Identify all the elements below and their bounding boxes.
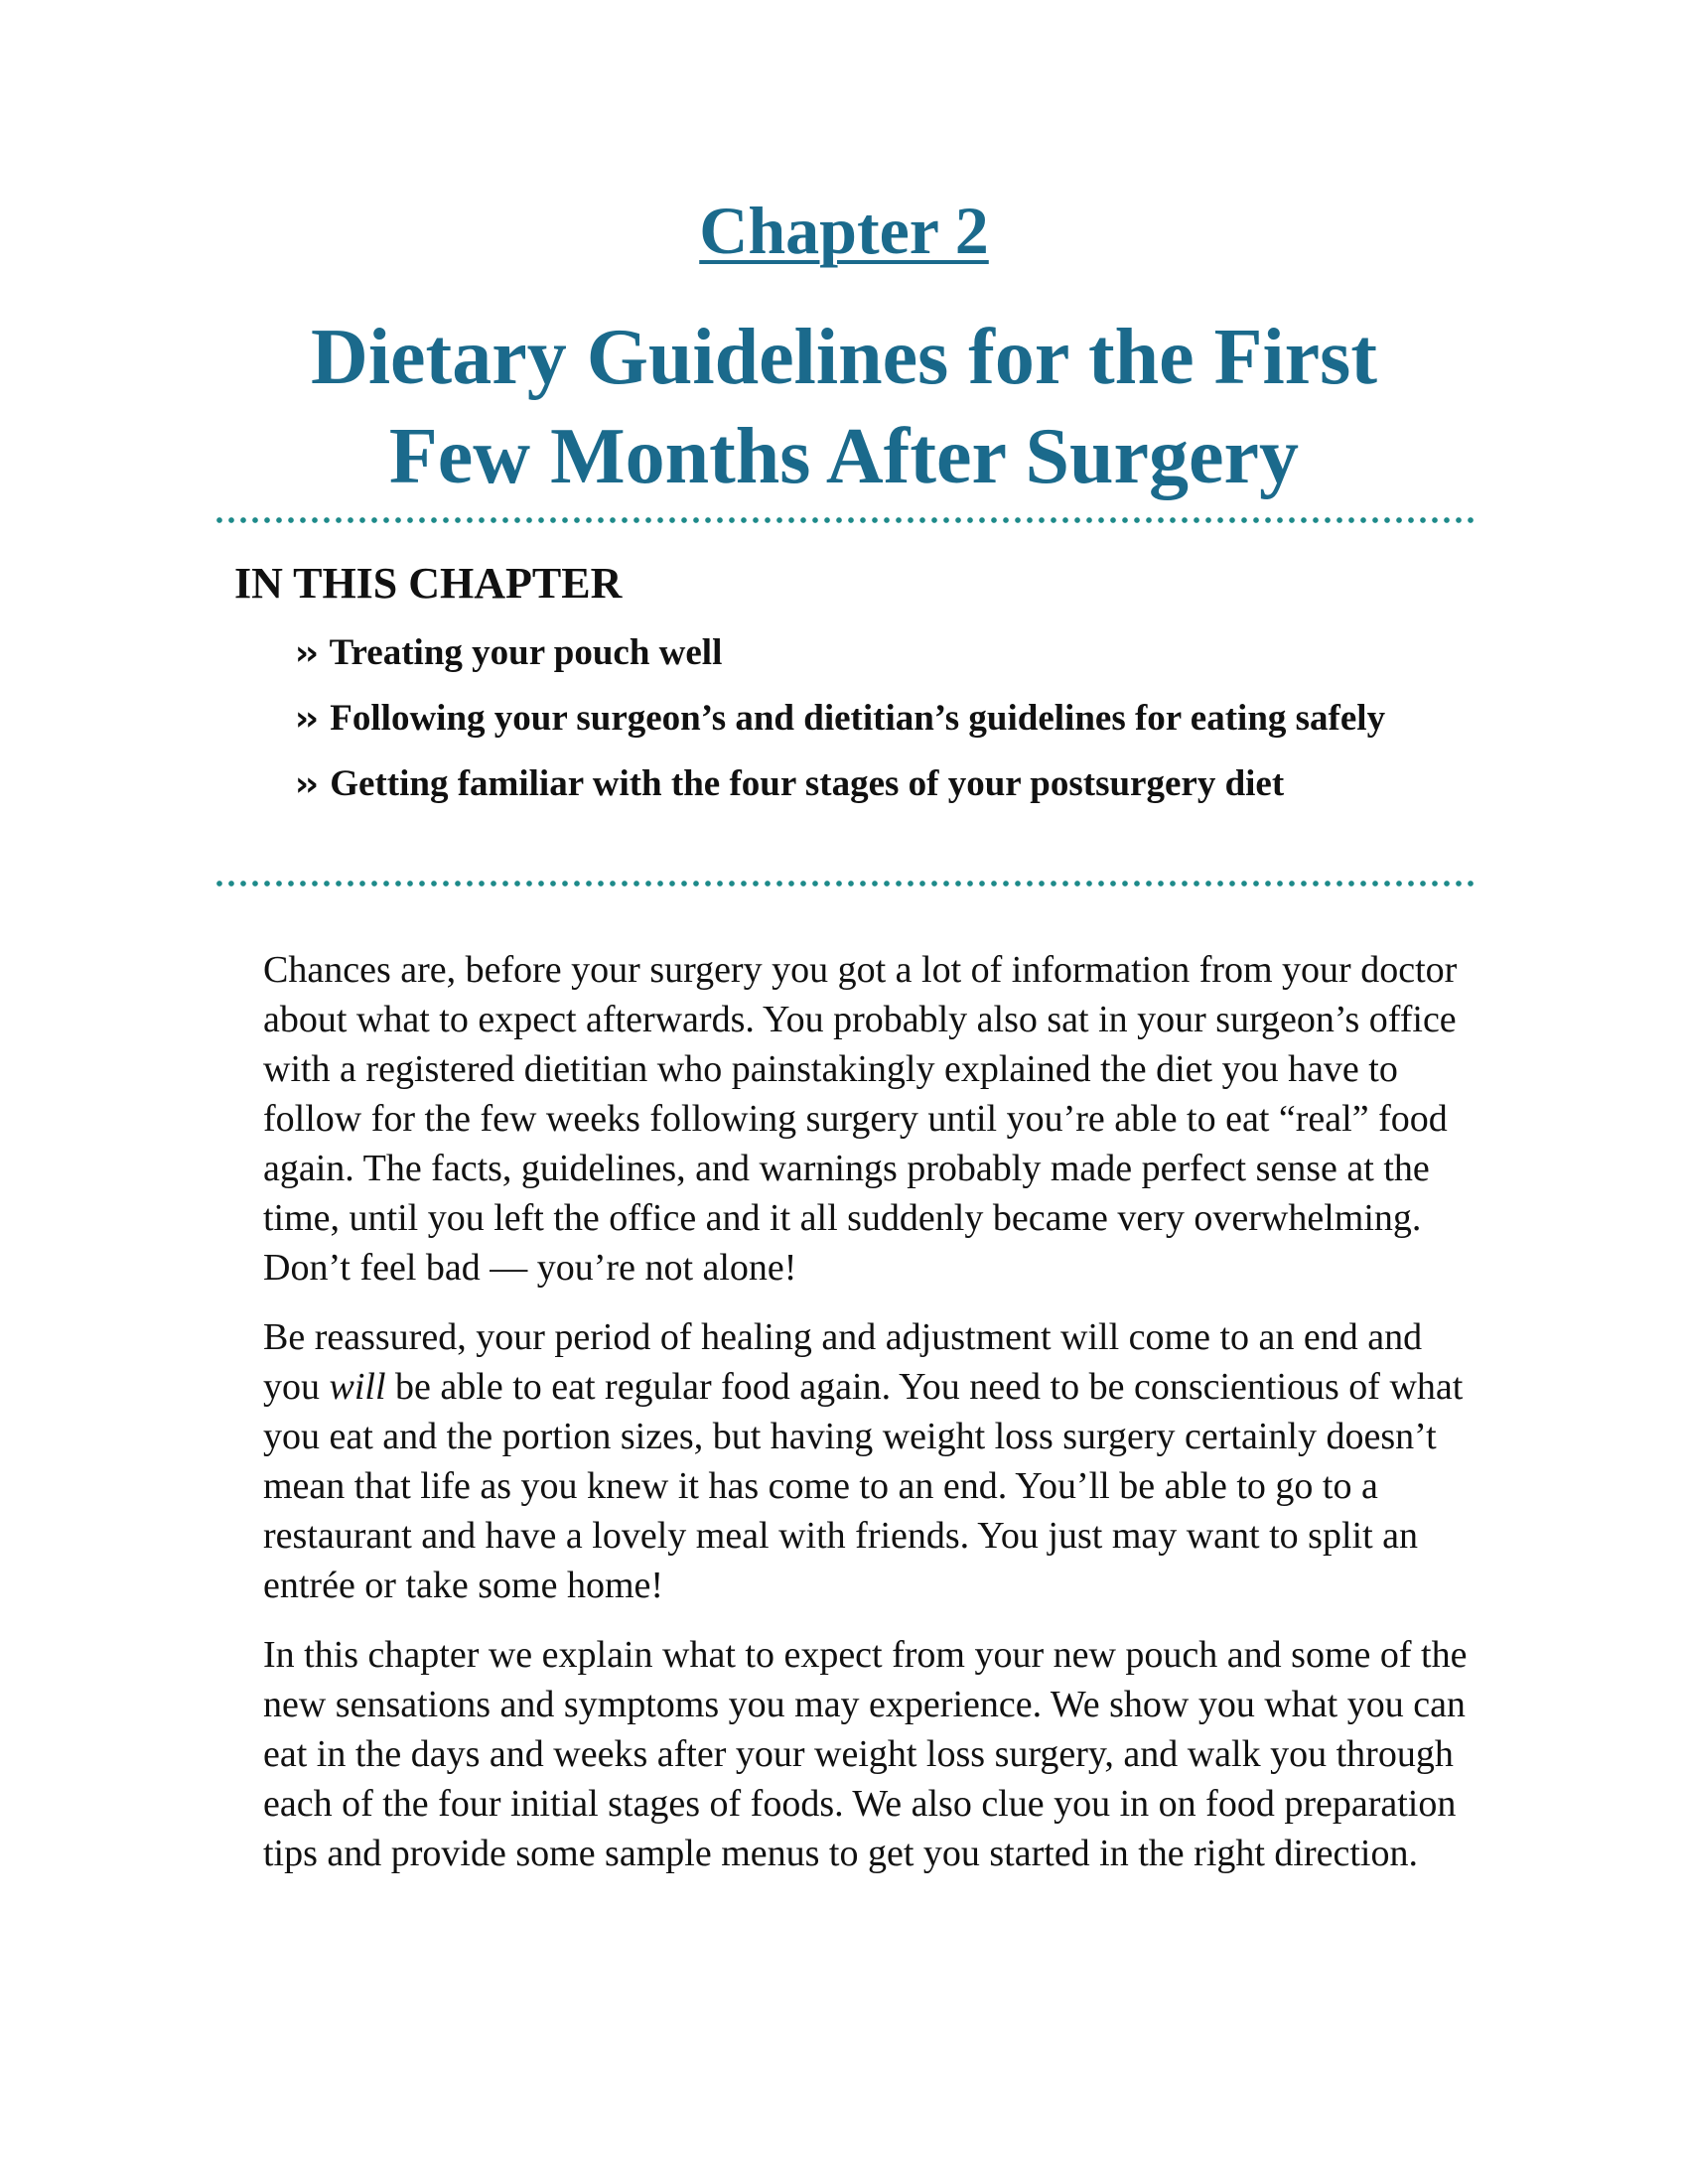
chapter-title-line-1: Dietary Guidelines for the First	[311, 314, 1377, 401]
list-item	[295, 760, 1447, 808]
chapter-body	[263, 945, 1475, 1898]
body-paragraph-2	[263, 1312, 1475, 1610]
chapter-title-line-2: Few Months After Surgery	[388, 413, 1300, 500]
double-chevron-right-icon: ››	[295, 633, 316, 673]
chapter-contents-list	[295, 629, 1447, 826]
in-this-chapter-heading: IN THIS CHAPTER	[234, 559, 623, 608]
list-item	[295, 629, 1447, 677]
chapter-title	[0, 308, 1688, 506]
paragraph-2-text-end: be able to eat regular food again. You need to be conscientious of what you eat and the portion sizes, but having weight loss surgery certainly doesn’t mean that life as you knew it has come to an end. You’ll be able to go to a restaurant and have a lovely meal with friends. You just may want to split an entrée or take some home!	[263, 1366, 1464, 1606]
paragraph-2-text-start: Be reassured, your period of healing and adjustment will come to an end and you	[263, 1316, 1423, 1408]
double-chevron-right-icon: ››	[295, 764, 316, 804]
chapter-number: Chapter 2	[699, 193, 989, 268]
top-dotted-divider	[213, 516, 1475, 524]
list-item-text: Following your surgeon’s and dietitian’s guidelines for eating safely	[330, 698, 1386, 739]
list-item-text: Getting familiar with the four stages of your postsurgery diet	[330, 763, 1285, 804]
emphasis-will: will	[329, 1366, 386, 1408]
double-chevron-right-icon: ››	[295, 699, 316, 739]
list-item	[295, 695, 1447, 743]
body-paragraph-1: Chances are, before your surgery you got a lot of information from your doctor about what to expect afterwards. You probably also sat in your surgeon’s office with a registered dietitian who painstakingly explained the diet you have to follow for the few weeks following surgery until you’re able to eat “real” food again. The facts, guidelines, and warnings probably made perfect sense at the time, until you left the office and it all suddenly became very overwhelming. Don’t feel bad — you’re not alone!	[263, 949, 1458, 1289]
body-paragraph-3: In this chapter we explain what to expect from your new pouch and some of the new sensations and symptoms you may experience. We show you what you can eat in the days and weeks after your weight loss surgery, and walk you through each of the four initial stages of foods. We also clue you in on food preparation tips and provide some sample menus to get you started in the right direction.	[263, 1634, 1468, 1874]
bottom-dotted-divider	[213, 880, 1475, 887]
chapter-label	[0, 193, 1688, 268]
list-item-text: Treating your pouch well	[329, 632, 723, 673]
